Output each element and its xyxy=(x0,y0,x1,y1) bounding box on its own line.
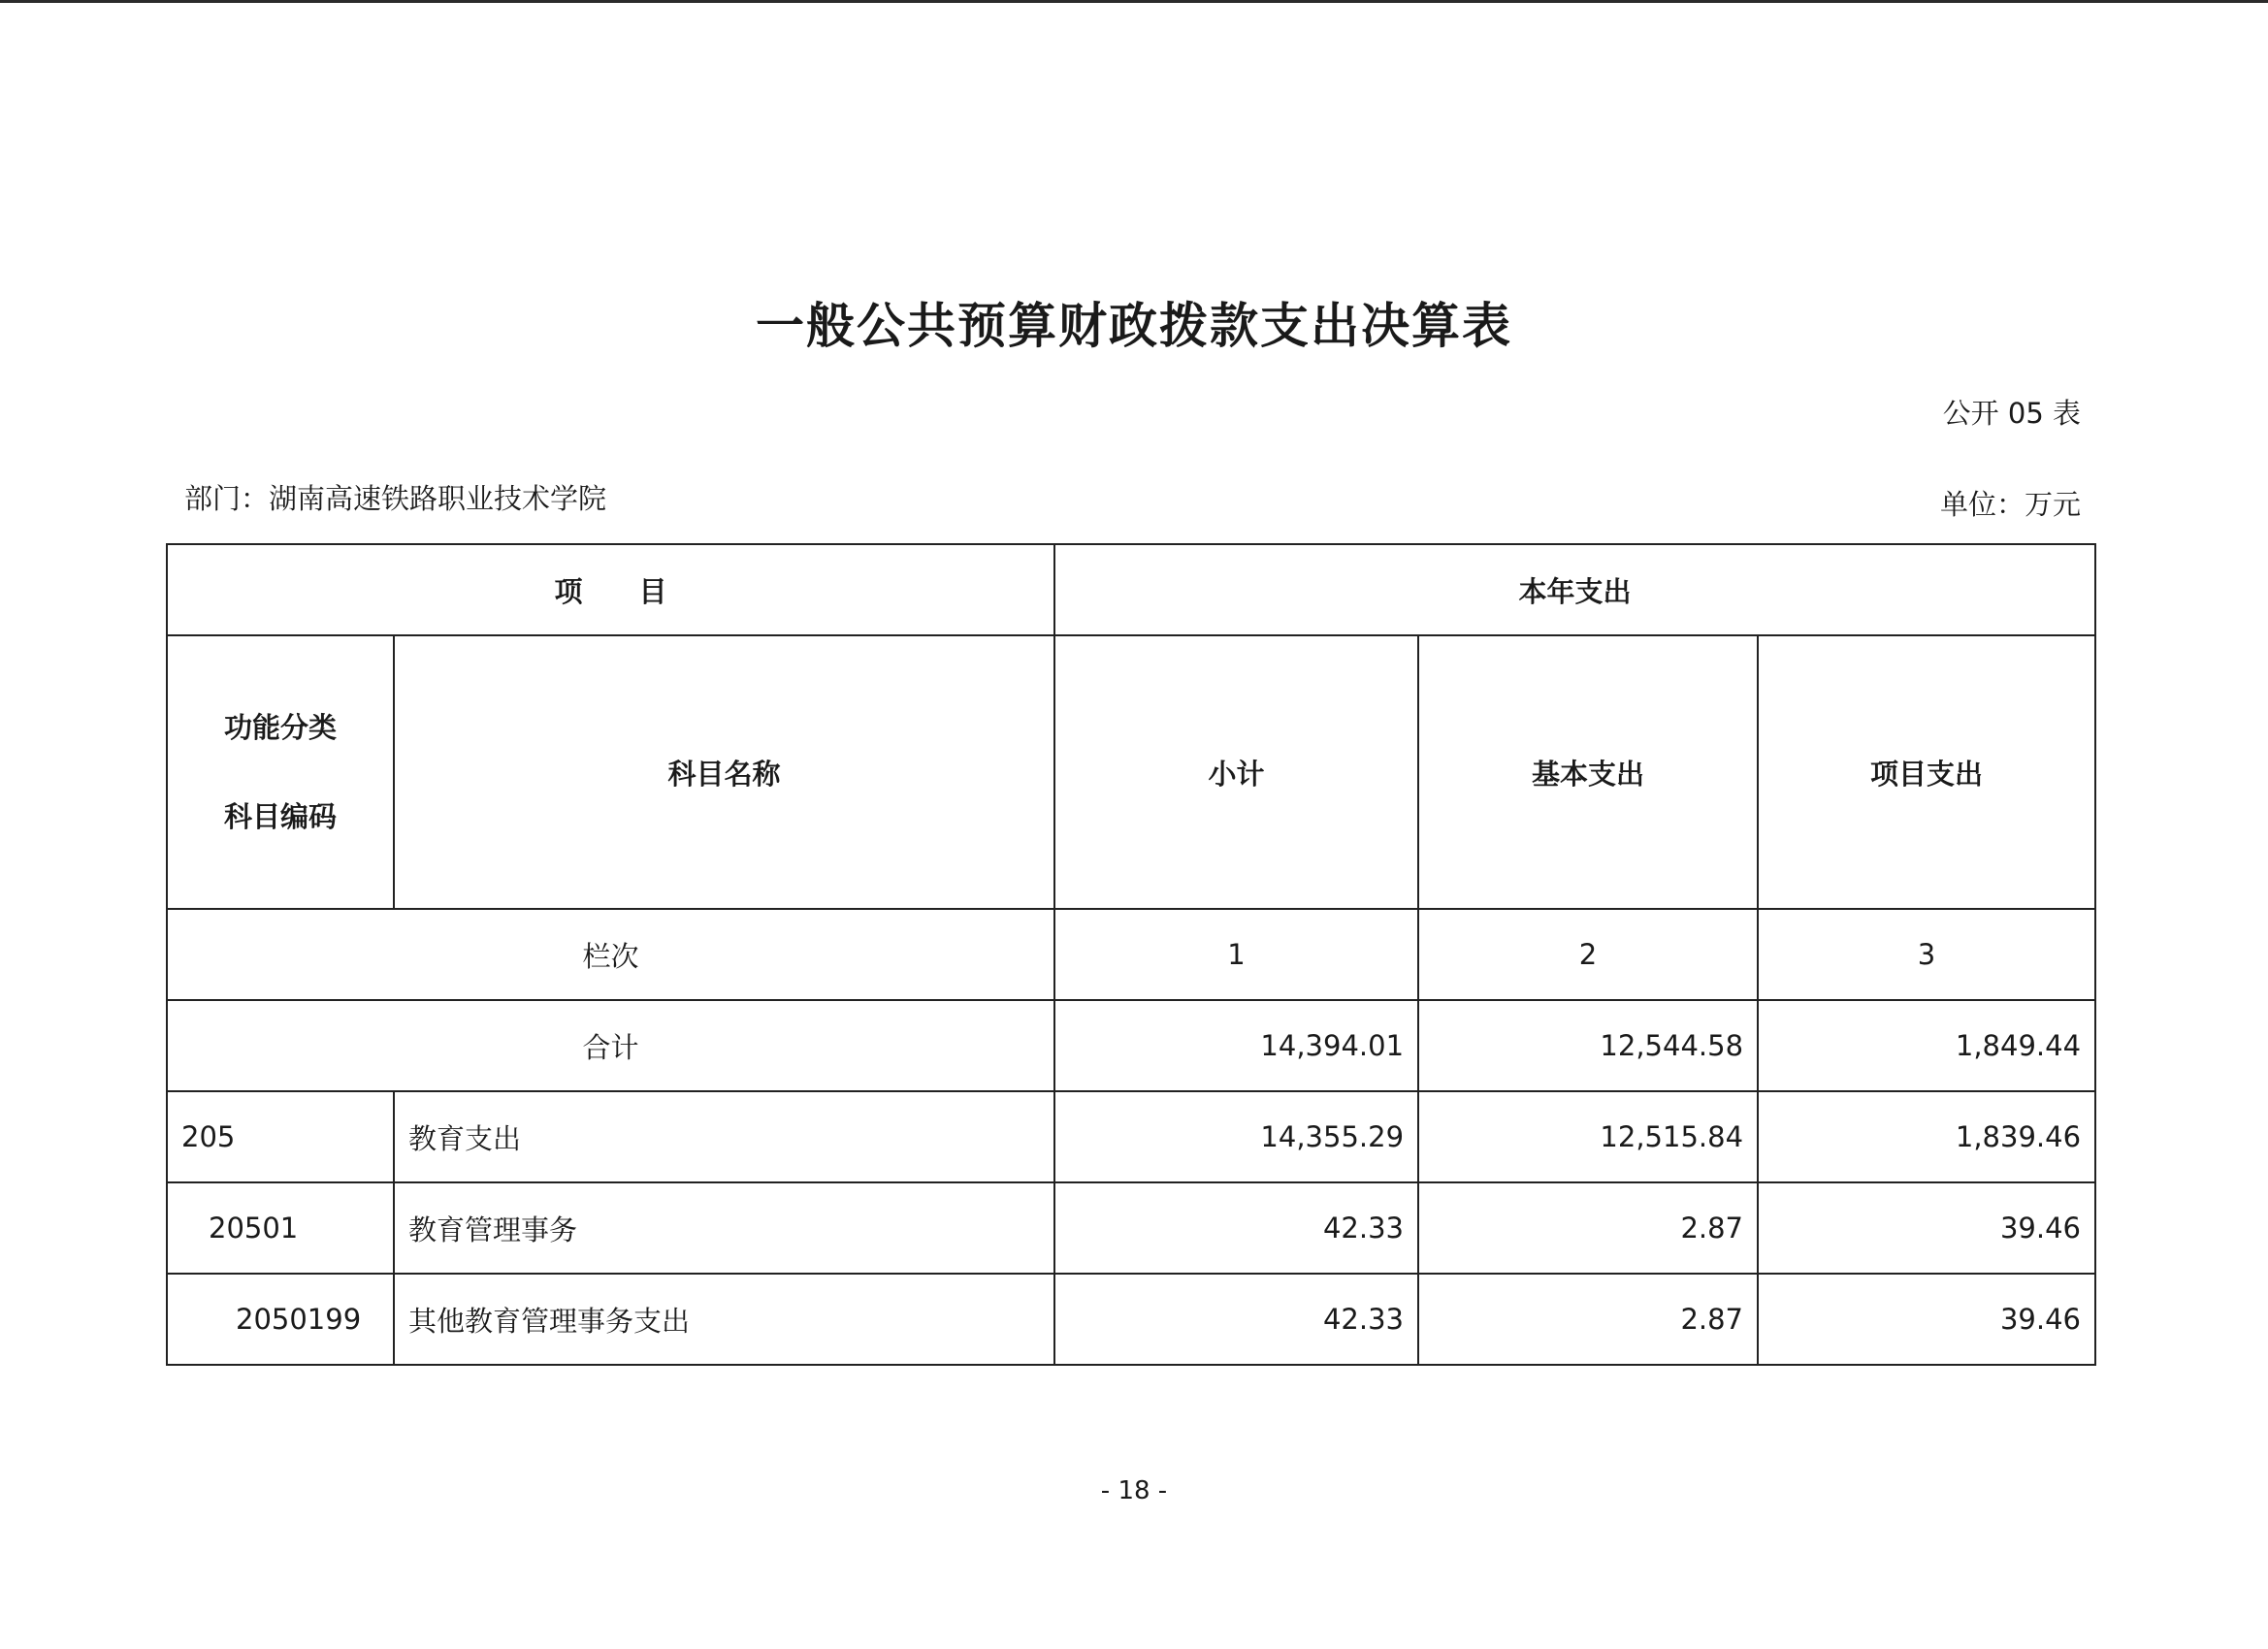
total-basic: 12,544.58 xyxy=(1418,1000,1758,1091)
column-index-3: 3 xyxy=(1758,909,2095,1000)
table-row xyxy=(167,1091,2095,1182)
header-subtotal: 小计 xyxy=(1054,635,1418,909)
header-item: 项 目 xyxy=(167,544,1054,635)
header-row-sub xyxy=(167,635,2095,909)
total-project: 1,849.44 xyxy=(1758,1000,2095,1091)
column-index-2: 2 xyxy=(1418,909,1758,1000)
row-subtotal: 42.33 xyxy=(1054,1182,1418,1274)
header-project: 项目支出 xyxy=(1758,635,2095,909)
row-code: 205 xyxy=(167,1091,394,1182)
row-code: 2050199 xyxy=(167,1274,394,1365)
row-basic: 2.87 xyxy=(1418,1182,1758,1274)
table-number: 公开 05 表 xyxy=(1942,397,2081,430)
header-basic: 基本支出 xyxy=(1418,635,1758,909)
header-name: 科目名称 xyxy=(394,635,1054,909)
row-basic: 12,515.84 xyxy=(1418,1091,1758,1182)
row-name: 教育支出 xyxy=(394,1091,1054,1182)
header-code-line2: 科目编码 xyxy=(223,800,337,833)
budget-table xyxy=(166,543,2096,1366)
table-row xyxy=(167,1182,2095,1274)
table-row xyxy=(167,1274,2095,1365)
header-code-line1: 功能分类 xyxy=(223,711,337,744)
row-project: 39.46 xyxy=(1758,1274,2095,1365)
page-number: - 18 - xyxy=(1100,1476,1168,1505)
total-row xyxy=(167,1000,2095,1091)
header-current-year: 本年支出 xyxy=(1054,544,2095,635)
row-name: 其他教育管理事务支出 xyxy=(394,1274,1054,1365)
column-index-row xyxy=(167,909,2095,1000)
column-index-1: 1 xyxy=(1054,909,1418,1000)
department-label: 部门：湖南高速铁路职业技术学院 xyxy=(184,482,607,515)
column-index-label: 栏次 xyxy=(167,909,1054,1000)
row-subtotal: 14,355.29 xyxy=(1054,1091,1418,1182)
header-row-top xyxy=(167,544,2095,635)
scan-edge xyxy=(0,0,2268,3)
unit-label: 单位：万元 xyxy=(1939,488,2081,521)
row-basic: 2.87 xyxy=(1418,1274,1758,1365)
row-project: 39.46 xyxy=(1758,1182,2095,1274)
total-label: 合计 xyxy=(167,1000,1054,1091)
header-code xyxy=(167,635,394,909)
row-name: 教育管理事务 xyxy=(394,1182,1054,1274)
row-subtotal: 42.33 xyxy=(1054,1274,1418,1365)
row-project: 1,839.46 xyxy=(1758,1091,2095,1182)
row-code: 20501 xyxy=(167,1182,394,1274)
page-title: 一般公共预算财政拨款支出决算表 xyxy=(756,298,1512,354)
total-subtotal: 14,394.01 xyxy=(1054,1000,1418,1091)
